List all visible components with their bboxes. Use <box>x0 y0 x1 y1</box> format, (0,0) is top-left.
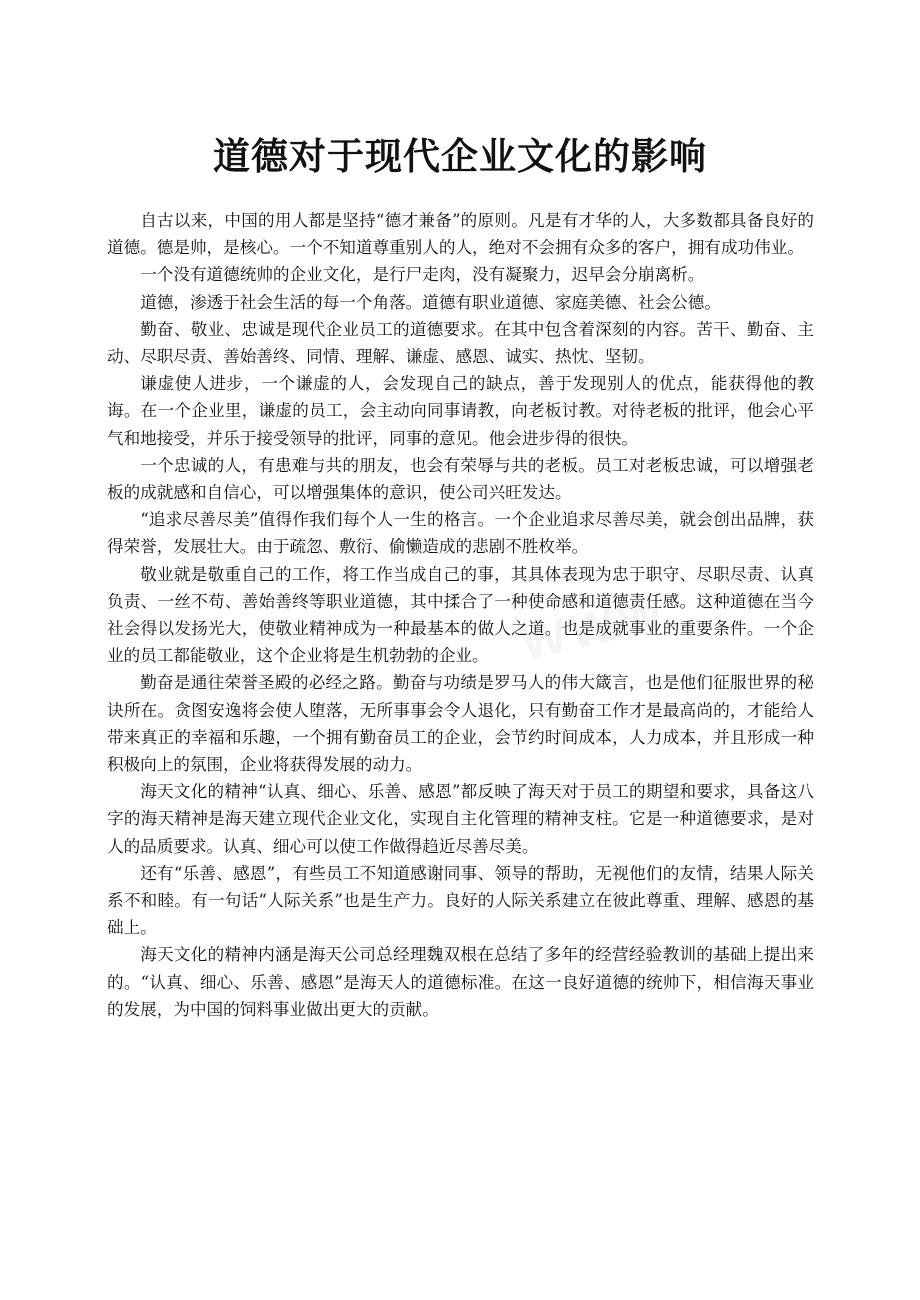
paragraph: 勤奋是通往荣誉圣殿的必经之路。勤奋与功绩是罗马人的伟大箴言，也是他们征服世界的秘诀所在。贪图安逸将会使人堕落，无所事事会令人退化，只有勤奋工作才是最高尚的，才能给人带来真正的幸福和乐趣，一个拥有勤奋员工的企业，会节约时间成本，人力成本，并且形成一种积极向上的氛围，企业将获得发展的动力。 <box>107 673 814 775</box>
paragraph: 一个没有道德统帅的企业文化，是行尸走肉，没有凝聚力，迟早会分崩离析。 <box>140 265 705 285</box>
document-title: 道德对于现代企业文化的影响 <box>213 134 707 178</box>
paragraph: 勤奋、敬业、忠诚是现代企业员工的道德要求。在其中包含着深刻的内容。苦干、勤奋、主动、尽职尽责、善始善终、同情、理解、谦虚、感恩、诚实、热忱、坚韧。 <box>107 319 814 367</box>
paragraph: 敬业就是敬重自己的工作，将工作当成自己的事，其具体表现为忠于职守、尽职尽责、认真负责、一丝不苟、善始善终等职业道德，其中揉合了一种使命感和道德责任感。这种道德在当今社会得以发扬光大，使敬业精神成为一种最基本的做人之道。也是成就事业的重要条件。一个企业的员工都能敬业，这个企业将是生机勃勃的企业。 <box>107 564 814 666</box>
document-body <box>107 207 814 1023</box>
paragraph: 自古以来，中国的用人都是坚持“德才兼备”的原则。凡是有才华的人，大多数都具备良好的道德。德是帅，是核心。一个不知道尊重别人的人，绝对不会拥有众多的客户，拥有成功伟业。 <box>107 211 814 258</box>
paragraph: 海天文化的精神“认真、细心、乐善、感恩”都反映了海天对于员工的期望和要求，具备这八字的海天精神是海天建立现代企业文化，实现自主化管理的精神支柱。它是一种道德要求，是对人的品质要求。认真、细心可以使工作做得趋近尽善尽美。 <box>107 782 814 856</box>
paragraph: 谦虚使人进步，一个谦虚的人，会发现自己的缺点，善于发现别人的优点，能获得他的教诲。在一个企业里，谦虚的员工，会主动向同事请教，向老板讨教。对待老板的批评，他会心平气和地接受，并乐于接受领导的批评，同事的意见。他会进步得的很快。 <box>107 374 814 448</box>
paragraph: 一个忠诚的人，有患难与共的朋友，也会有荣辱与共的老板。员工对老板忠诚，可以增强老板的成就感和自信心，可以增强集体的意识，使公司兴旺发达。 <box>107 455 814 503</box>
paragraph: 道德，渗透于社会生活的每一个角落。道德有职业道德、家庭美德、社会公德。 <box>140 292 721 312</box>
paragraph: “追求尽善尽美”值得作我们每个人一生的格言。一个企业追求尽善尽美，就会创出品牌，获得荣誉，发展壮大。由于疏忽、敷衍、偷懒造成的悲剧不胜枚举。 <box>107 510 814 557</box>
paragraph: 海天文化的精神内涵是海天公司总经理魏双根在总结了多年的经营经验教训的基础上提出来的。“认真、细心、乐善、感恩”是海天人的道德标准。在这一良好道德的统帅下，相信海天事业的发展，为中国的饲料事业做出更大的贡献。 <box>107 945 814 1019</box>
paragraph: 还有“乐善、感恩”，有些员工不知道感谢同事、领导的帮助，无视他们的友情，结果人际关系不和睦。有一句话“人际关系”也是生产力。良好的人际关系建立在彼此尊重、理解、感恩的基础上。 <box>107 863 814 938</box>
